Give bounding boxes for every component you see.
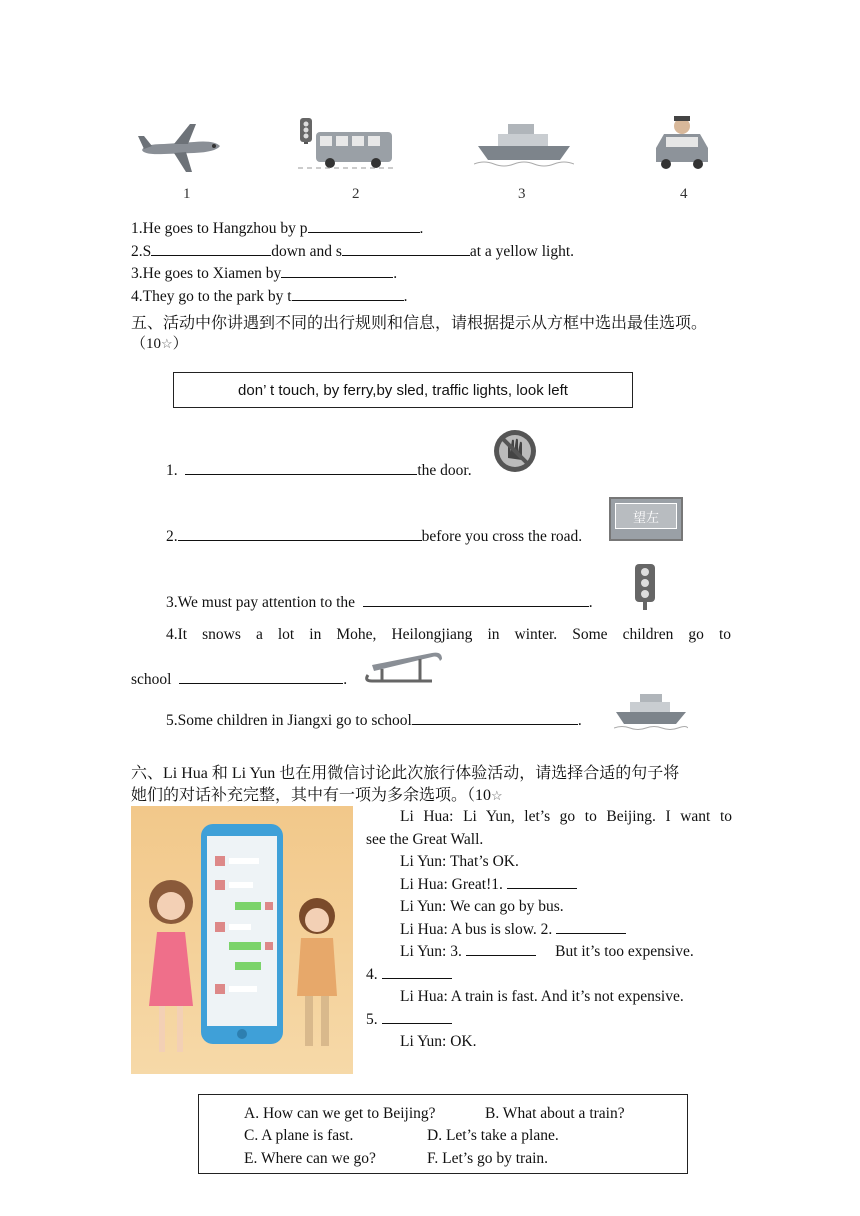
dialogue-line: Li Hua: Li Yun, let’s go to Beijing. I want to — [400, 808, 732, 825]
answer-blank[interactable] — [342, 254, 470, 256]
dialogue-line: 4. — [366, 964, 732, 987]
traffic-light-icon — [632, 562, 658, 610]
bus-icon — [296, 116, 396, 172]
part4-question-2: 2.S down and s at a yellow light. — [131, 243, 575, 260]
car-icon — [650, 110, 714, 172]
part5-question-4-line2: school . — [131, 671, 348, 688]
answer-blank[interactable] — [412, 723, 578, 725]
answer-blank[interactable] — [382, 1022, 452, 1024]
answer-blank[interactable] — [556, 932, 626, 934]
answer-blank[interactable] — [151, 254, 271, 256]
answer-blank[interactable] — [382, 977, 452, 979]
answer-blank[interactable] — [308, 231, 420, 233]
picture-number-1: 1 — [183, 186, 191, 202]
ferry-icon — [614, 690, 688, 730]
no-touch-sign-icon — [492, 428, 538, 474]
option-a: A. How can we get to Beijing? — [244, 1105, 436, 1122]
part5-question-1: 1. the door. — [166, 462, 472, 479]
part5-question-3: 3.We must pay attention to the . — [166, 594, 593, 611]
picture-number-3: 3 — [518, 186, 526, 202]
dialogue-line: 5. — [366, 1009, 732, 1032]
option-c: C. A plane is fast. — [244, 1127, 354, 1144]
dialogue-line: Li Yun: 3. But it’s too expensive. — [400, 943, 694, 960]
look-left-sign-icon — [609, 497, 683, 541]
word-box-text: don’ t touch, by ferry,by sled, traffic lights, look left — [238, 381, 568, 399]
part5-question-5: 5.Some children in Jiangxi go to school . — [166, 712, 582, 729]
dialogue-line: Li Yun: OK. — [400, 1033, 477, 1050]
dialogue-line: Li Yun: That’s OK. — [400, 853, 519, 870]
options-box — [198, 1094, 688, 1174]
sled-icon — [362, 645, 446, 685]
part4-question-3: 3.He goes to Xiamen by . — [131, 265, 398, 282]
dialogue-line: Li Yun: We can go by bus. — [400, 898, 564, 915]
part5-heading: 五、活动中你讲遇到不同的出行规则和信息，请根据提示从方框中选出最佳选项。 — [131, 315, 708, 332]
part6-heading-line-1: 六、Li Hua 和 Li Yun 也在用微信讨论此次旅行体验活动，请选择合适的句子将 — [131, 765, 680, 782]
star-icon: ☆ — [491, 788, 503, 803]
option-d: D. Let’s take a plane. — [427, 1127, 559, 1144]
picture-number-4: 4 — [680, 186, 688, 202]
picture-number-2: 2 — [352, 186, 360, 202]
answer-blank[interactable] — [292, 299, 404, 301]
answer-blank[interactable] — [466, 954, 536, 956]
look-left-sign-text: 望左 — [632, 510, 659, 526]
answer-blank[interactable] — [507, 887, 577, 889]
part5-question-2: 2. before you cross the road. — [166, 528, 583, 545]
answer-blank[interactable] — [185, 473, 417, 475]
answer-blank[interactable] — [178, 539, 422, 541]
airplane-icon — [134, 120, 224, 175]
answer-blank[interactable] — [179, 682, 343, 684]
part4-question-4: 4.They go to the park by t . — [131, 288, 408, 305]
part4-question-1: 1.He goes to Hangzhou by p . — [131, 220, 424, 237]
part5-score: （10☆） — [131, 336, 188, 352]
option-f: F. Let’s go by train. — [427, 1150, 549, 1167]
dialogue-line: Li Hua: Great!1. — [366, 874, 732, 897]
answer-blank[interactable] — [363, 605, 589, 607]
part6-heading-line-2: 她们的对话补充完整，其中有一项为多余选项。（10☆ — [131, 787, 503, 804]
dialogue — [366, 806, 732, 1054]
option-e: E. Where can we go? — [244, 1150, 376, 1167]
dialogue-line: Li Hua: A bus is slow. 2. — [366, 919, 732, 942]
part5-question-4: 4.It snows a lot in Mohe, Heilongjiang in winter. Some children go to — [166, 626, 731, 643]
dialogue-line: Li Hua: A train is fast. And it’s not expensive. — [400, 988, 684, 1005]
answer-blank[interactable] — [281, 276, 393, 278]
ship-icon — [474, 116, 574, 172]
wechat-illustration — [131, 806, 353, 1074]
word-box — [173, 372, 633, 408]
option-b: B. What about a train? — [485, 1105, 625, 1122]
dialogue-line: see the Great Wall. — [366, 830, 484, 848]
star-icon: ☆ — [161, 336, 173, 351]
